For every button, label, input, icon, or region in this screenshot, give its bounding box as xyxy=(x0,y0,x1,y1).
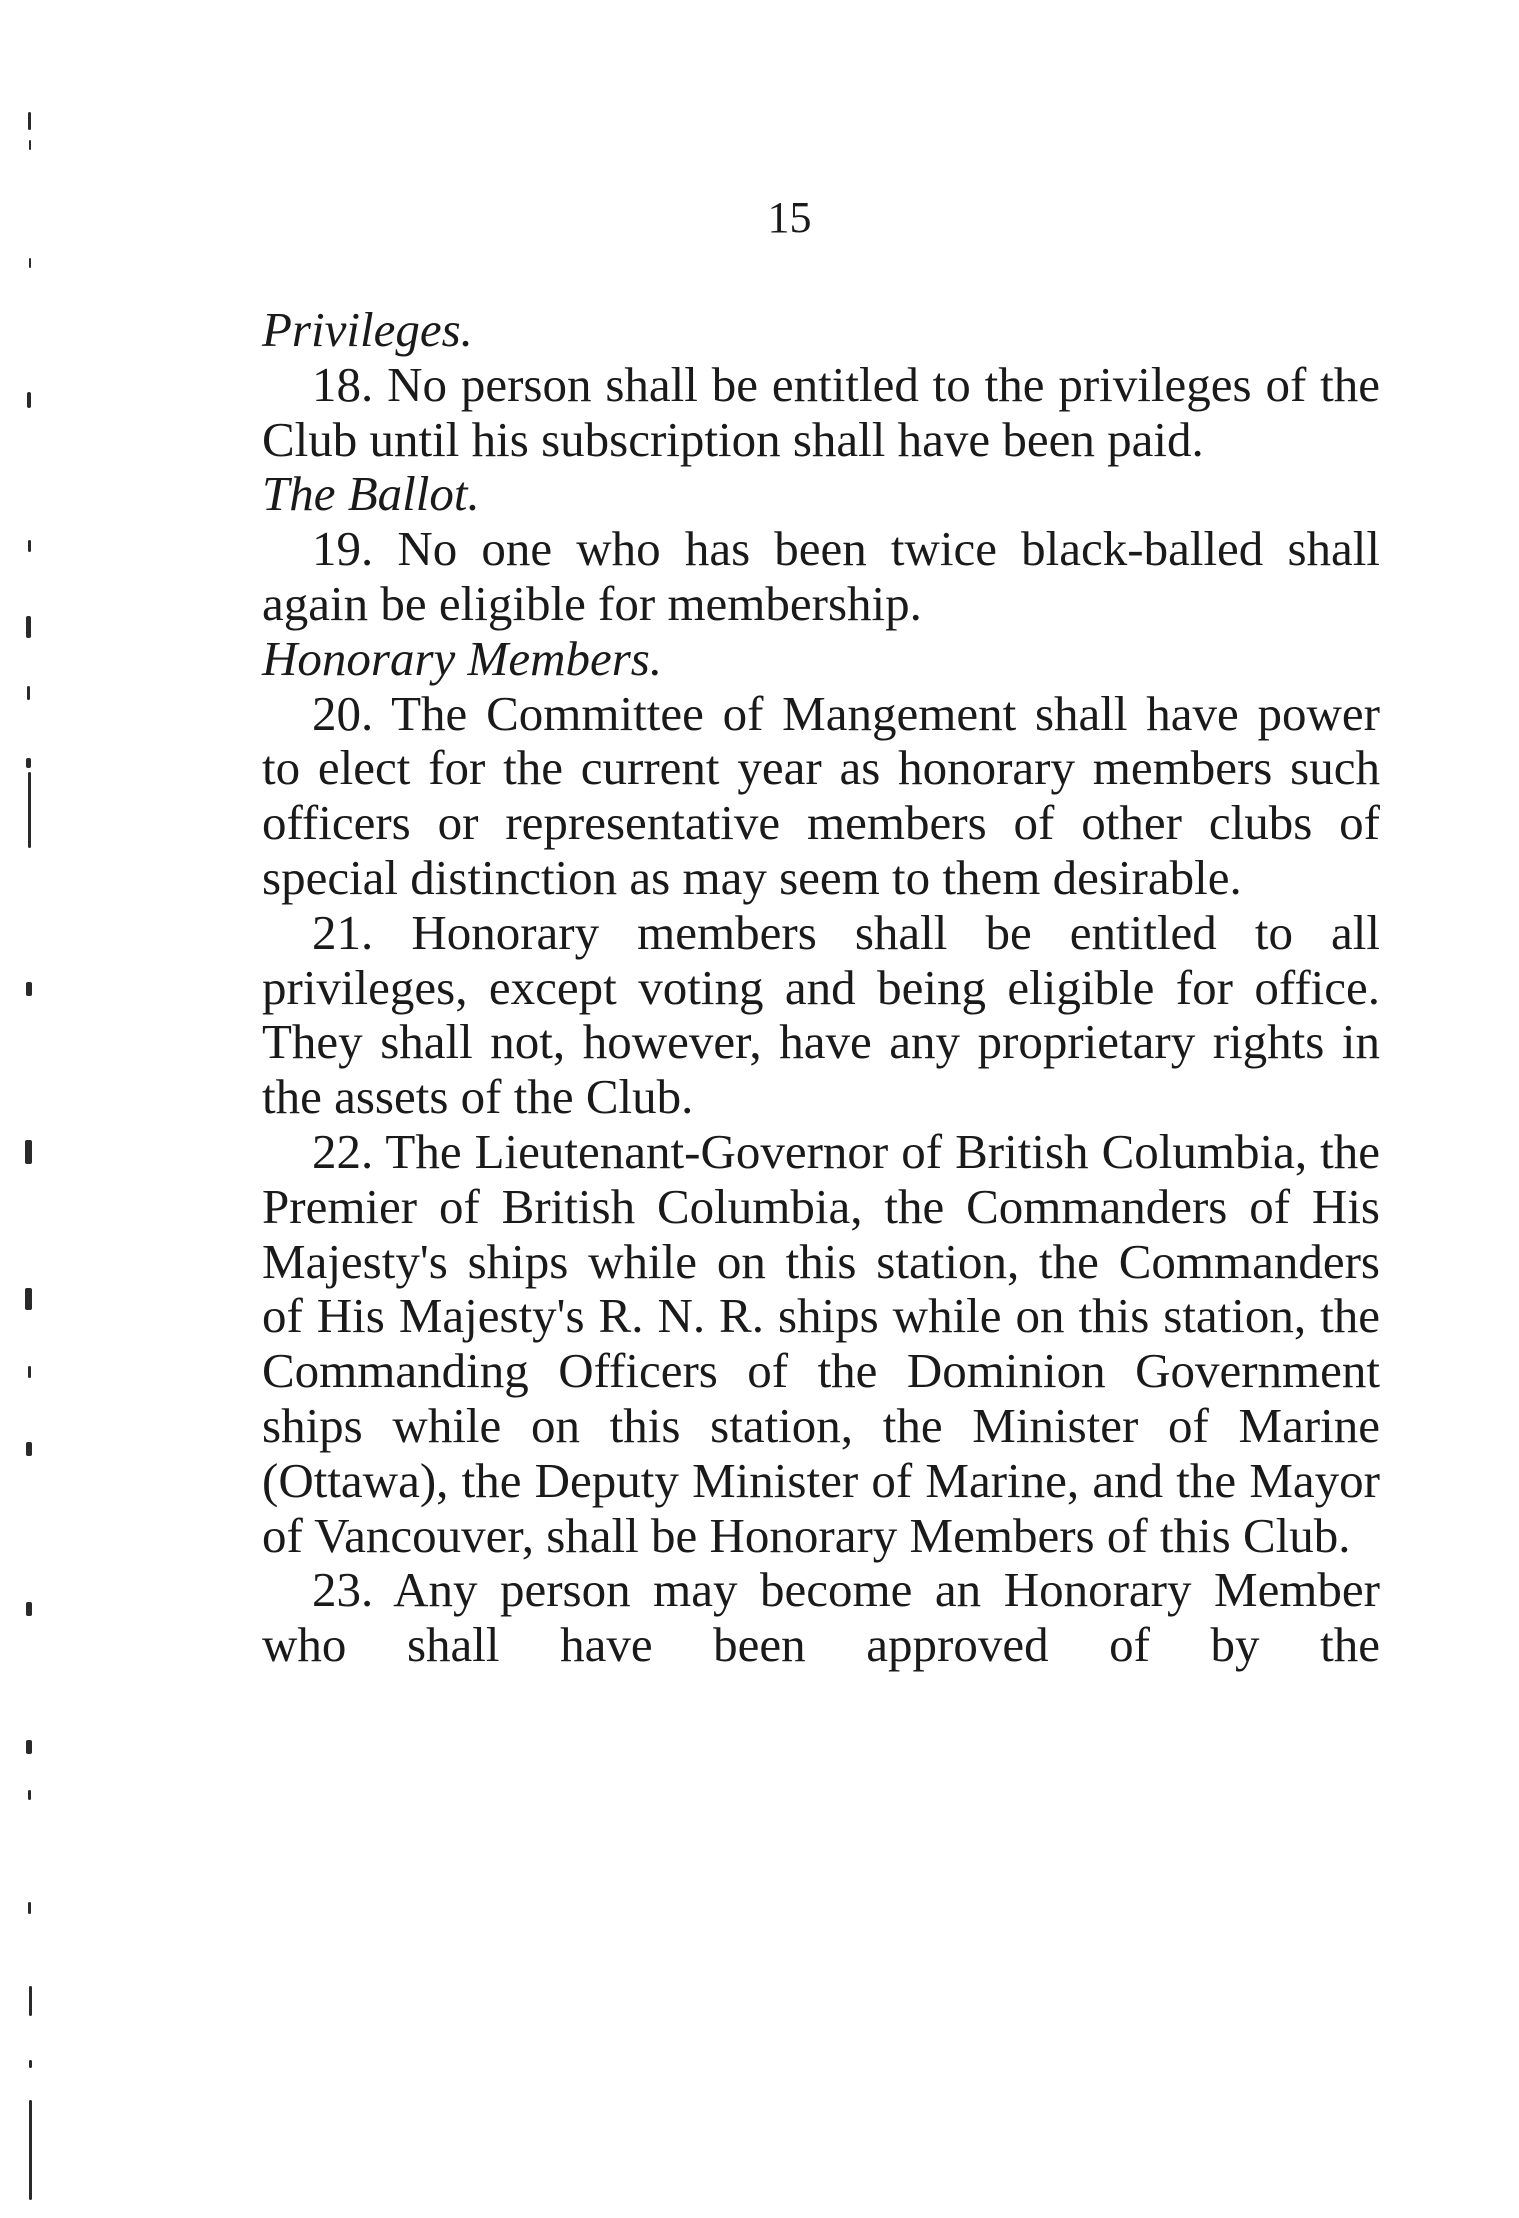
scan-mark xyxy=(29,140,31,150)
scan-mark xyxy=(28,540,31,552)
section-heading-the-ballot: The Ballot. xyxy=(262,466,480,522)
page-number: 15 xyxy=(767,193,812,242)
scan-mark xyxy=(26,1602,32,1616)
scan-mark xyxy=(25,1288,32,1310)
scan-mark xyxy=(29,1986,32,2016)
rule-22: 22. The Lieutenant-Governor of British Columbia, the Premier of British Columbia, the Commanders of His Majesty's ships while on this station, the Commanders of His Majesty's R. N. R. ships while on this station, the Commanding Officers of the Dominion Government ships while on this station, the Minister of Marine (Ottawa), the Deputy Minister of Marine, and the Mayor of Vancouver, shall be Honorary Members of this Club. xyxy=(262,1123,1380,1563)
scan-mark xyxy=(28,1790,31,1800)
document-body xyxy=(262,303,1380,1673)
scan-mark xyxy=(26,616,31,638)
section-heading-honorary-members: Honorary Members. xyxy=(262,630,663,686)
rule-23: 23. Any person may become an Honorary Member who shall have been approved of by the xyxy=(262,1562,1380,1673)
scan-mark xyxy=(26,982,32,996)
scan-mark xyxy=(25,1140,32,1164)
scan-mark xyxy=(28,1902,31,1914)
scan-mark xyxy=(28,772,31,848)
scan-mark xyxy=(28,1366,31,1378)
scan-mark xyxy=(26,758,31,768)
scan-mark xyxy=(29,258,31,268)
rule-19: 19. No one who has been twice black-balled shall again be eligible for membership. xyxy=(262,521,1380,631)
scan-mark xyxy=(29,2100,32,2200)
scan-mark xyxy=(26,1442,32,1456)
scan-mark xyxy=(27,686,30,700)
section-heading-privileges: Privileges. xyxy=(262,302,473,357)
rule-20: 20. The Committee of Mangement shall have power to elect for the current year as honorary members such officers or representative members of other clubs of special distinction as may seem to them desirable. xyxy=(262,685,1380,905)
scan-margin-artifacts xyxy=(0,0,60,2218)
scan-mark xyxy=(28,112,31,130)
scan-mark xyxy=(27,392,31,408)
scan-mark xyxy=(29,2060,32,2068)
scan-mark xyxy=(26,1740,32,1754)
rule-18: 18. No person shall be entitled to the privileges of the Club until his subscription shall have been paid. xyxy=(262,356,1380,467)
rule-21: 21. Honorary members shall be entitled to all privileges, except voting and being eligible for office. They shall not, however, have any proprietary rights in the assets of the Club. xyxy=(262,904,1380,1125)
